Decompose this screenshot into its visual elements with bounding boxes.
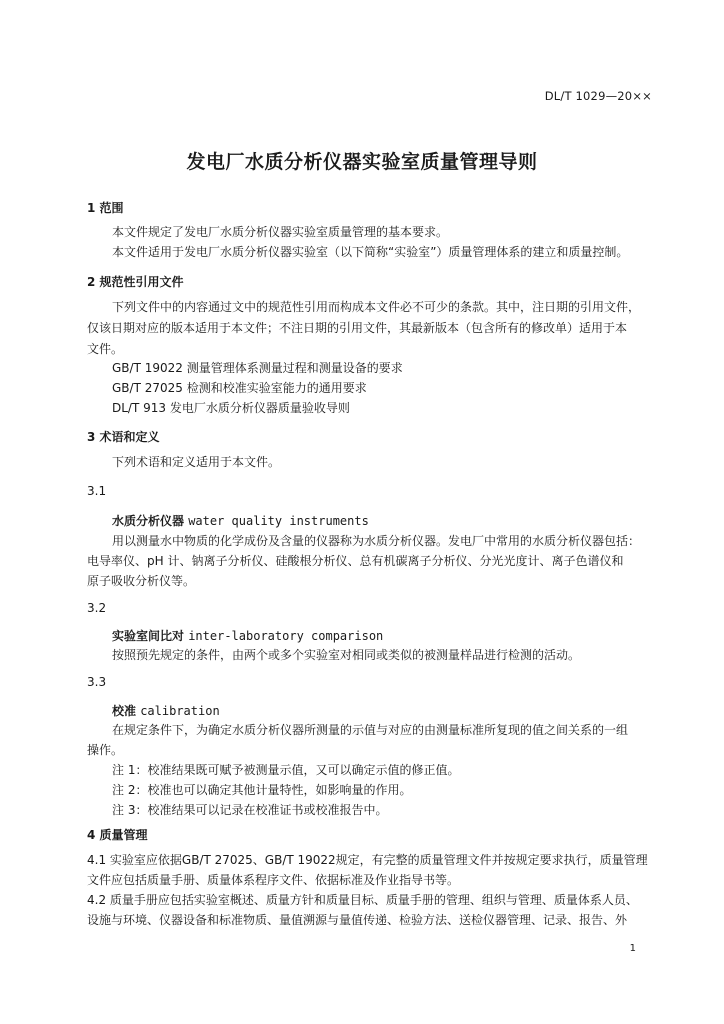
reference-item: DL/T 913 发电厂水质分析仪器质量验收导则 [112, 401, 350, 415]
page-number: 1 [629, 943, 636, 954]
term-english: water quality instruments [188, 514, 369, 528]
section-2-heading: 2 规范性引用文件 [87, 275, 184, 289]
term-chinese: 校准 [112, 704, 137, 718]
term-number: 3.1 [87, 484, 107, 498]
term-number: 3.2 [87, 601, 107, 615]
note-item: 注 2：校准也可以确定其他计量特性，如影响量的作用。 [112, 783, 412, 797]
term-english: inter-laboratory comparison [188, 629, 384, 643]
section-2-paragraph-line-3: 文件。 [87, 342, 124, 356]
section-2-paragraph-line-2: 仅该日期对应的版本适用于本文件；不注日期的引用文件，其最新版本（包含所有的修改单）适用于本 [87, 321, 628, 335]
term-definition-line-2: 电导率仪、pH 计、钠离子分析仪、硅酸根分析仪、总有机碳离子分析仪、分光光度计、离子色谱仪和 [87, 554, 624, 568]
section-2-paragraph-line-1: 下列文件中的内容通过文中的规范性引用而构成本文件必不可少的条款。其中，注日期的引用文件， [112, 300, 641, 314]
document-title: 发电厂水质分析仪器实验室质量管理导则 [186, 151, 538, 173]
section-1-heading: 1 范围 [87, 201, 124, 215]
note-item: 注 3：校准结果可以记录在校准证书或校准报告中。 [112, 803, 388, 817]
term-definition-line-1: 按照预先规定的条件，由两个或多个实验室对相同或类似的被测量样品进行检测的活动。 [112, 648, 581, 662]
note-item: 注 1：校准结果既可赋予被测量示值，又可以确定示值的修正值。 [112, 763, 460, 777]
term-heading [112, 512, 369, 529]
reference-item: GB/T 19022 测量管理体系测量过程和测量设备的要求 [112, 361, 403, 375]
section-1-paragraph-1: 本文件规定了发电厂水质分析仪器实验室质量管理的基本要求。 [112, 225, 449, 239]
section-3-intro: 下列术语和定义适用于本文件。 [112, 455, 281, 469]
term-heading [112, 627, 383, 644]
term-definition-line-3: 原子吸收分析仪等。 [87, 574, 196, 588]
term-chinese: 实验室间比对 [112, 629, 185, 643]
clause-4-2-line-2: 设施与环境、仪器设备和标准物质、量值溯源与量值传递、检验方法、送检仪器管理、记录、报告、外 [87, 913, 628, 927]
clause-4-2-line-1: 4.2 质量手册应包括实验室概述、质量方针和质量目标、质量手册的管理、组织与管理、质量体系人员、 [87, 893, 638, 907]
term-number: 3.3 [87, 675, 107, 689]
term-definition-line-1: 在规定条件下，为确定水质分析仪器所测量的示值与对应的由测量标准所复现的值之间关系的一组 [112, 723, 629, 737]
reference-item: GB/T 27025 检测和校准实验室能力的通用要求 [112, 381, 367, 395]
term-english: calibration [140, 704, 220, 718]
section-1-paragraph-2: 本文件适用于发电厂水质分析仪器实验室（以下简称“实验室”）质量管理体系的建立和质量控制。 [112, 245, 629, 259]
term-definition-line-1: 用以测量水中物质的化学成份及含量的仪器称为水质分析仪器。发电厂中常用的水质分析仪器包括： [112, 534, 641, 548]
term-definition-line-2: 操作。 [87, 743, 124, 757]
term-heading [112, 702, 220, 719]
standard-code: DL/T 1029—20×× [544, 89, 652, 103]
term-chinese: 水质分析仪器 [112, 514, 185, 528]
section-4-heading: 4 质量管理 [87, 828, 148, 842]
clause-4-1-line-2: 文件应包括质量手册、质量体系程序文件、依据标准及作业指导书等。 [87, 873, 460, 887]
clause-4-1-line-1: 4.1 实验室应依据GB/T 27025、GB/T 19022规定，有完整的质量管理文件并按规定要求执行，质量管理 [87, 853, 648, 867]
section-3-heading: 3 术语和定义 [87, 430, 160, 444]
